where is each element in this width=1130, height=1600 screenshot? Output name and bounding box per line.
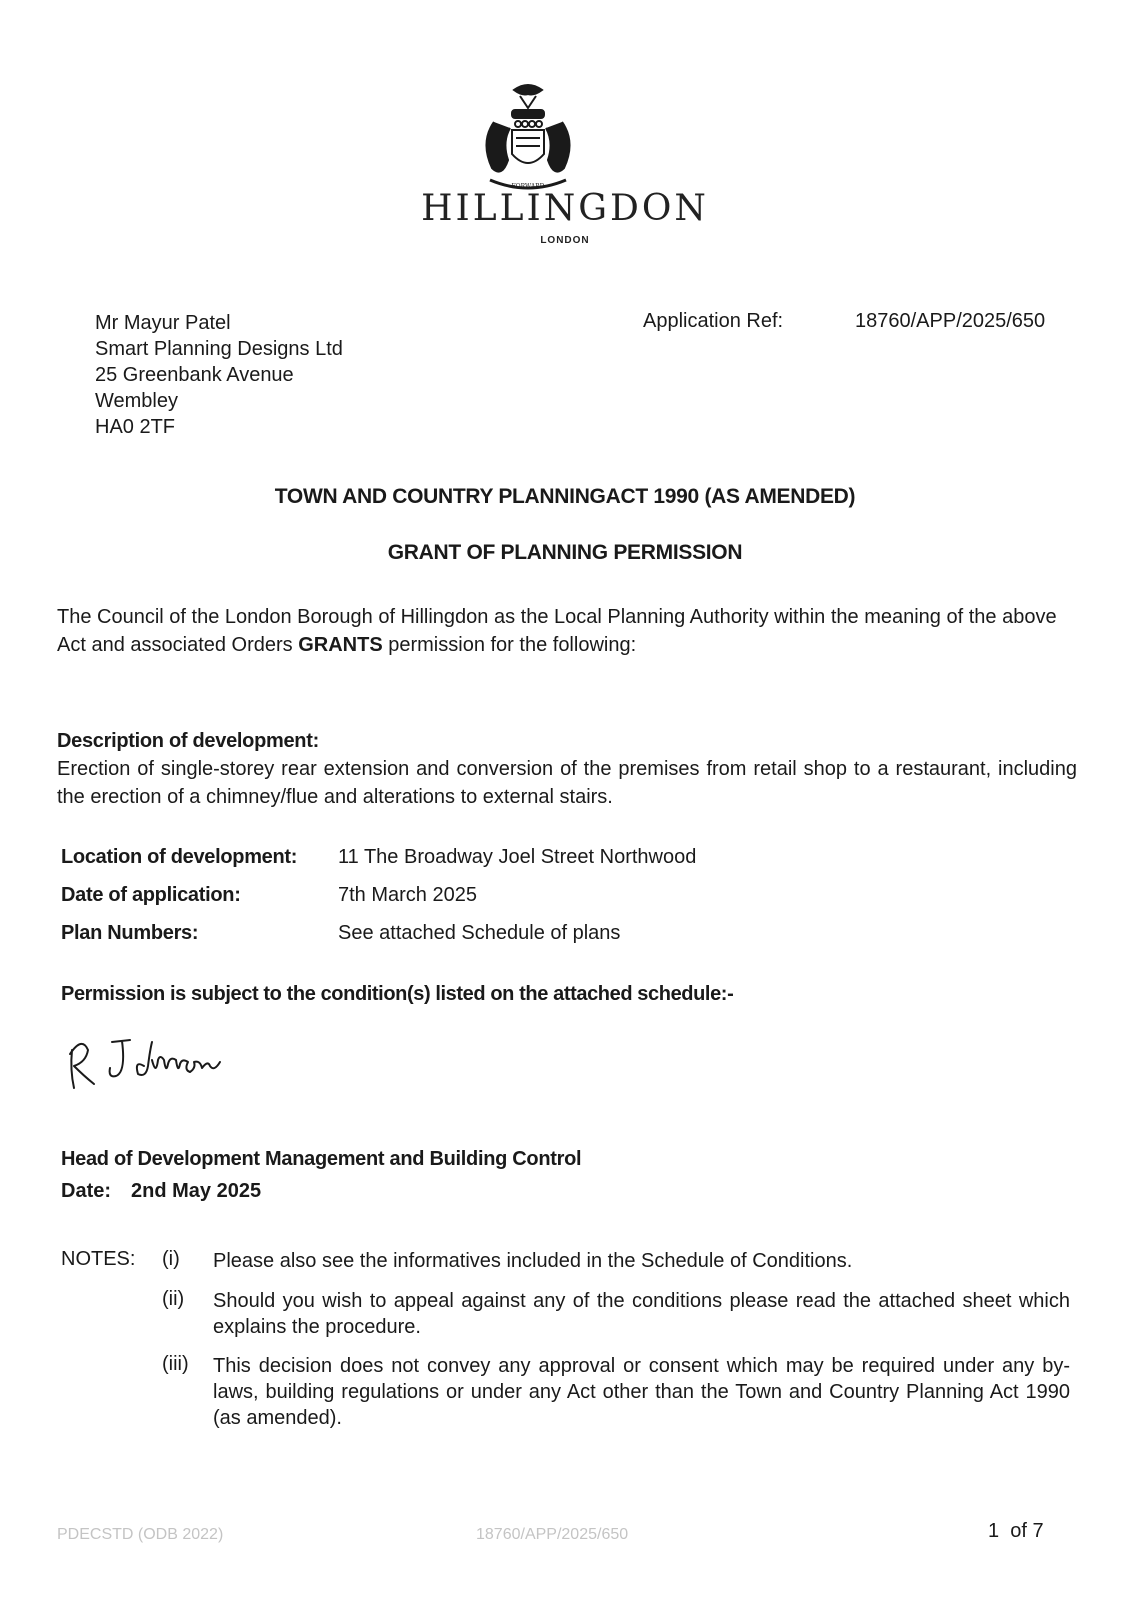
location-label: Location of development: xyxy=(61,846,298,868)
decision-date-label: Date: xyxy=(61,1180,112,1202)
location-value: 11 The Broadway Joel Street Northwood xyxy=(338,846,697,868)
footer-form-code: PDECSTD (ODB 2022) xyxy=(57,1526,224,1543)
council-subtitle-logo: LONDON xyxy=(540,235,590,246)
plan-numbers-value: See attached Schedule of plans xyxy=(338,922,621,944)
application-date-value: 7th March 2025 xyxy=(338,884,477,906)
plan-numbers-label: Plan Numbers: xyxy=(61,922,199,944)
note-text: This decision does not convey any approval or consent which may be required under any by-laws, building regulations or under any Act other than the Town and Country Planning Act 1990 (as amended). xyxy=(213,1355,1070,1429)
address-line: HA0 2TF xyxy=(95,416,176,438)
grant-title: GRANT OF PLANNING PERMISSION xyxy=(387,541,743,564)
intro-emphasis: GRANTS xyxy=(298,634,383,656)
description-heading: Description of development: xyxy=(57,730,319,752)
notes-label: NOTES: xyxy=(61,1248,136,1270)
footer-reference: 18760/APP/2025/650 xyxy=(476,1526,629,1543)
intro-text-before: The Council of the London Borough of Hillingdon as the Local Planning Authority within the meaning of the above Act and associated Orders xyxy=(57,606,1057,656)
conditions-subject-line: Permission is subject to the condition(s) listed on the attached schedule:- xyxy=(61,983,734,1005)
note-number: (iii) xyxy=(162,1353,189,1375)
note-text: Please also see the informatives included in the Schedule of Conditions. xyxy=(213,1250,853,1272)
application-date-label: Date of application: xyxy=(61,884,241,906)
page-number xyxy=(988,1520,1044,1543)
handwritten-signature xyxy=(60,1020,265,1100)
address-line: Mr Mayur Patel xyxy=(95,312,231,334)
council-name-logo: HILLINGDON xyxy=(421,188,709,229)
note-number: (i) xyxy=(162,1248,180,1270)
total-pages: of 7 xyxy=(1010,1520,1044,1542)
current-page: 1 xyxy=(988,1520,1000,1542)
decision-date-value: 2nd May 2025 xyxy=(131,1180,262,1202)
signatory-title: Head of Development Management and Building Control xyxy=(61,1148,582,1170)
note-text: Should you wish to appeal against any of the conditions please read the attached sheet which explains the procedure. xyxy=(213,1290,1070,1338)
address-line: 25 Greenbank Avenue xyxy=(95,364,294,386)
address-line: Wembley xyxy=(95,390,178,412)
note-number: (ii) xyxy=(162,1288,185,1310)
intro-text-after: permission for the following: xyxy=(382,634,637,656)
description-text: Erection of single-storey rear extension and conversion of the premises from retail shop to a restaurant, including the erection of a chimney/flue and alterations to external stairs. xyxy=(57,758,1077,808)
act-title: TOWN AND COUNTRY PLANNINGACT 1990 (AS AMENDED) xyxy=(274,485,856,508)
recipient-address xyxy=(95,310,343,440)
address-line: Smart Planning Designs Ltd xyxy=(95,338,343,360)
hillingdon-crest-logo xyxy=(472,82,584,200)
application-ref-label: Application Ref: xyxy=(643,310,784,332)
intro-paragraph xyxy=(57,603,1077,659)
crest-motto: FORWARD xyxy=(511,183,545,190)
application-ref-value: 18760/APP/2025/650 xyxy=(855,310,1046,332)
